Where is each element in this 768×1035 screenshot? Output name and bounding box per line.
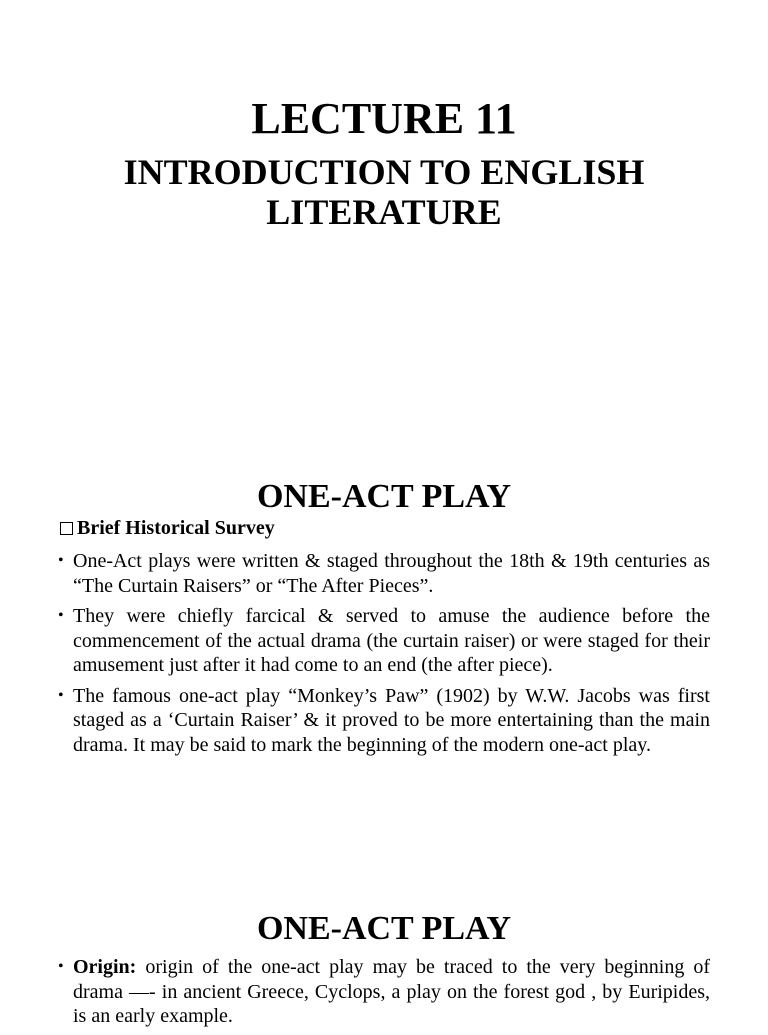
bullet-icon: • [58,958,64,975]
bullet-icon: • [58,552,64,569]
bullet-lead: Origin: [73,956,137,978]
subheading [60,516,275,540]
section-title: ONE-ACT PLAY [256,910,512,947]
bullet-text: origin of the one-act play may be traced to the very beginning of drama —- in ancient Greece, Cyclops, a play on the forest god , by Euripides, is an early example. [73,956,710,1027]
lecture-title: LECTURE 11 [251,94,517,143]
section-title: ONE-ACT PLAY [256,478,512,515]
slide-historical-survey [0,432,768,864]
bullet-icon: • [58,686,64,704]
bullet-list [58,955,710,1035]
bullet-text: One-Act plays were written & staged throughout the 18th & 19th centuries as “The Curtain Raisers” or “The After Pieces”. [73,550,710,597]
bullet-icon: • [58,607,64,624]
list-item [58,684,710,758]
list-item [58,955,710,1029]
bullet-text: The famous one-act play “Monkey’s Paw” (1902) by W.W. Jacobs was first staged as a ‘Curtain Raiser’ & it proved to be more entertaining than the main drama. It may be said to mark the beginning of the modern one-act play. [73,684,710,756]
bullet-text: They were chiefly farcical & served to amuse the audience before the commencement of the actual drama (the curtain raiser) or were staged for their amusement just after it had come to an end (the after piece). [73,605,710,676]
bullet-list [58,549,710,763]
checkbox-bullet-icon [60,522,73,535]
subheading-text: Brief Historical Survey [77,517,275,539]
lecture-subtitle: INTRODUCTION TO ENGLISH LITERATURE [123,152,645,232]
list-item [58,549,710,598]
slide-title [0,0,768,432]
list-item [58,604,710,678]
slide-origin [0,864,768,1027]
